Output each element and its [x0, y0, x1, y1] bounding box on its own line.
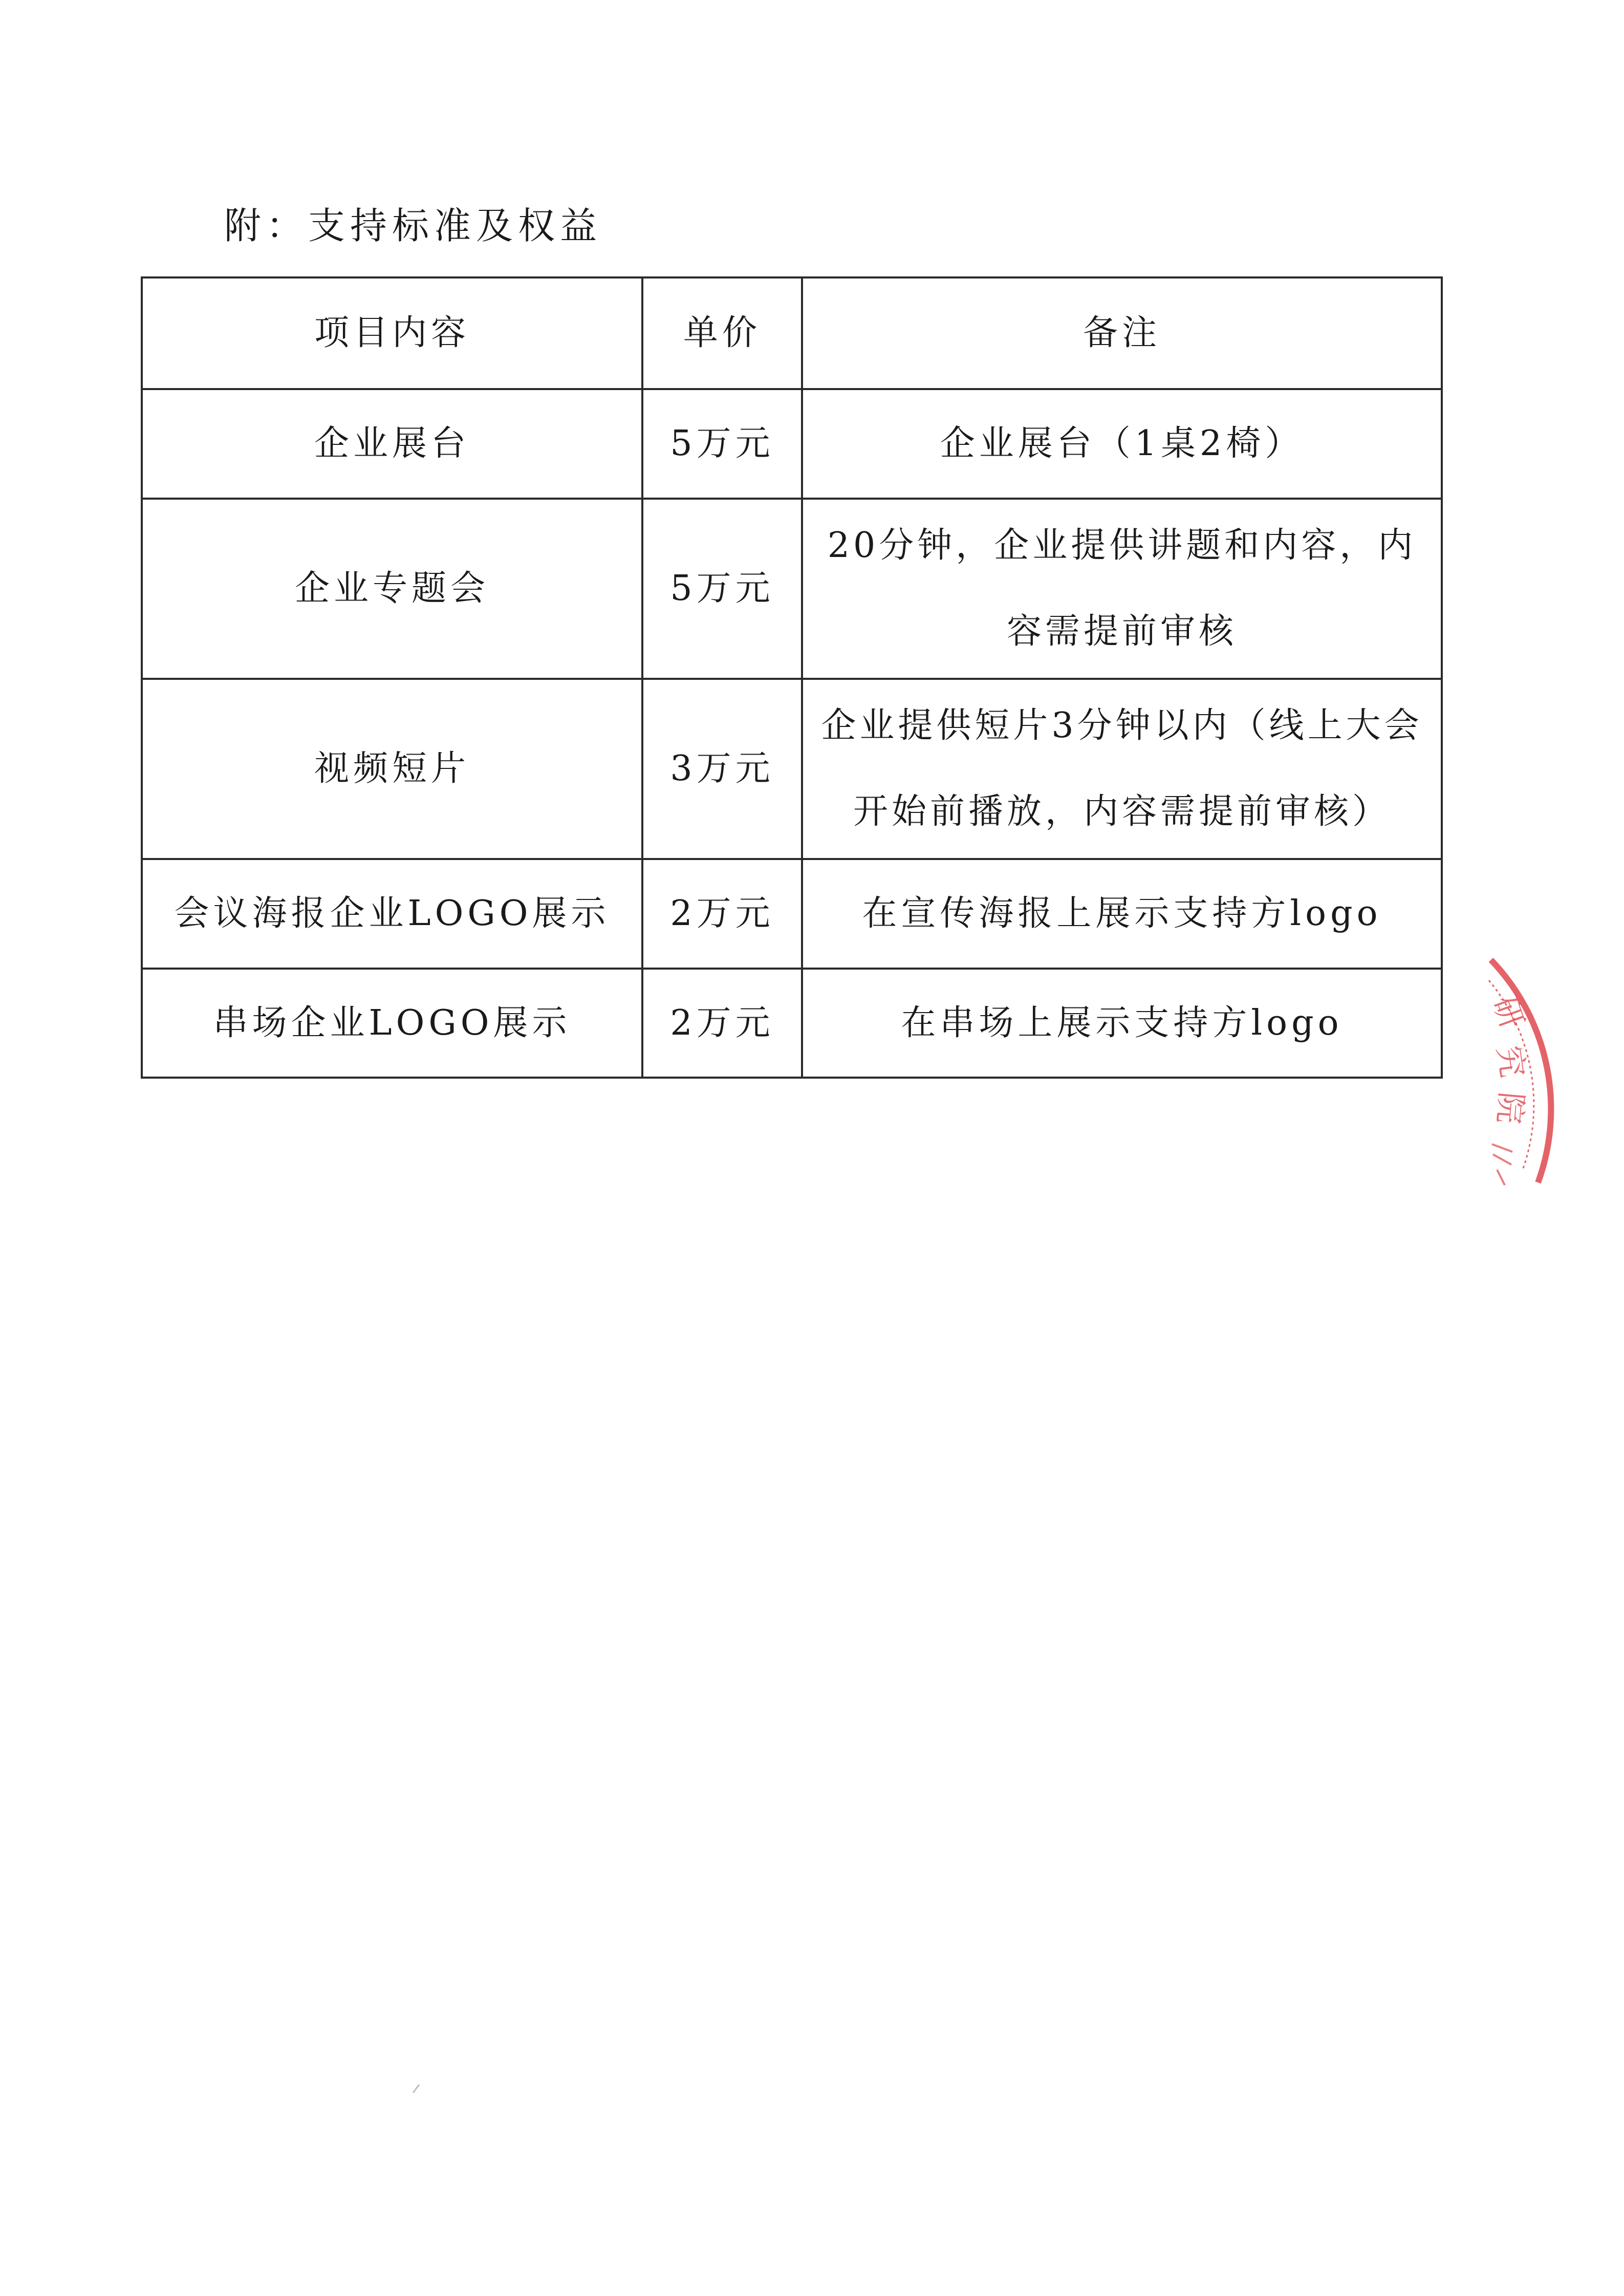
- price-cell: 3万元: [642, 679, 802, 859]
- table-row: [142, 389, 1442, 499]
- price-cell: 5万元: [642, 389, 802, 499]
- scan-speck: [412, 2078, 432, 2094]
- attachment-heading: 附：支持标准及权益: [224, 204, 602, 247]
- header-price: 单价: [642, 277, 802, 389]
- item-cell: 串场企业LOGO展示: [142, 969, 642, 1078]
- table-row: [142, 969, 1442, 1078]
- official-seal-stamp: [1482, 950, 1615, 1216]
- price-cell: 5万元: [642, 499, 802, 679]
- table-row: [142, 679, 1442, 859]
- note-cell: 在串场上展示支持方logo: [802, 969, 1442, 1078]
- header-note: 备注: [802, 277, 1442, 389]
- table-header-row: [142, 277, 1442, 389]
- table-row: [142, 859, 1442, 969]
- item-cell: 视频短片: [142, 679, 642, 859]
- note-cell: 在宣传海报上展示支持方logo: [802, 859, 1442, 969]
- item-cell: 会议海报企业LOGO展示: [142, 859, 642, 969]
- price-cell: 2万元: [642, 859, 802, 969]
- price-cell: 2万元: [642, 969, 802, 1078]
- item-cell: 企业专题会: [142, 499, 642, 679]
- seal-graphic: [1482, 950, 1615, 1216]
- note-cell: 企业展台（1桌2椅）: [802, 389, 1442, 499]
- item-cell: 企业展台: [142, 389, 642, 499]
- note-cell: 企业提供短片3分钟以内（线上大会开始前播放，内容需提前审核）: [802, 679, 1442, 859]
- note-cell: 20分钟，企业提供讲题和内容，内容需提前审核: [802, 499, 1442, 679]
- support-standards-table: [141, 276, 1443, 1079]
- svg-text:院: 院: [1490, 1090, 1531, 1126]
- svg-text:研: 研: [1485, 991, 1532, 1034]
- svg-text:究: 究: [1490, 1043, 1532, 1080]
- table-row: [142, 499, 1442, 679]
- header-item: 项目内容: [142, 277, 642, 389]
